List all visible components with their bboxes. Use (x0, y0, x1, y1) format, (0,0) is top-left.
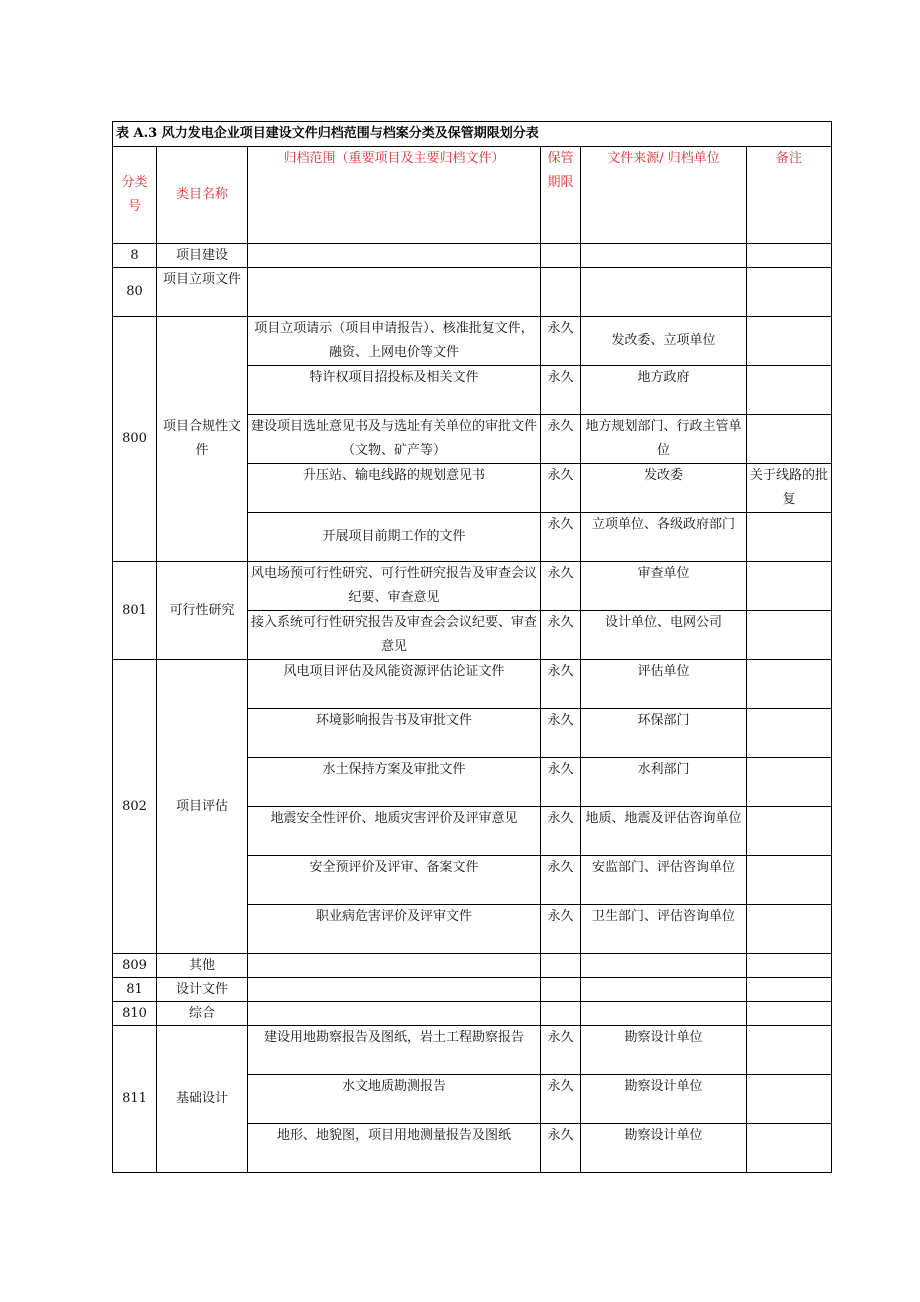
scope-cell: 水文地质勘测报告 (248, 1075, 541, 1124)
scope-cell: 风电场预可行性研究、可行性研究报告及审查会议纪要、审查意见 (248, 562, 541, 611)
header-code: 分类号 (113, 147, 157, 244)
scope-cell: 地形、地貌图，项目用地测量报告及图纸 (248, 1124, 541, 1173)
row-name: 可行性研究 (157, 562, 248, 660)
row-code: 81 (113, 978, 157, 1002)
source-cell: 勘察设计单位 (581, 1075, 747, 1124)
scope-cell: 项目立项请示（项目申请报告）、核准批复文件，融资、上网电价等文件 (248, 317, 541, 366)
row-name: 设计文件 (157, 978, 248, 1002)
table-row (113, 268, 832, 317)
retention-cell: 永久 (541, 660, 581, 709)
retention-cell: 永久 (541, 807, 581, 856)
retention-cell: 永久 (541, 1075, 581, 1124)
table-title: 表 A.3 风力发电企业项目建设文件归档范围与档案分类及保管期限划分表 (113, 122, 832, 147)
remark-cell: 关于线路的批复 (747, 464, 832, 513)
row-name: 项目合规性文件 (157, 317, 248, 562)
scope-cell: 接入系统可行性研究报告及审查会会议纪要、审查意见 (248, 611, 541, 660)
retention-cell: 永久 (541, 1124, 581, 1173)
scope-cell: 开展项目前期工作的文件 (248, 513, 541, 562)
header-name: 类目名称 (157, 147, 248, 244)
source-cell: 水利部门 (581, 758, 747, 807)
remark-cell (747, 366, 832, 415)
retention-cell: 永久 (541, 562, 581, 611)
retention-cell: 永久 (541, 758, 581, 807)
remark-cell (747, 807, 832, 856)
table-row (113, 954, 832, 978)
retention-cell: 永久 (541, 464, 581, 513)
source-cell: 发改委、立项单位 (581, 317, 747, 366)
retention-cell: 永久 (541, 415, 581, 464)
scope-cell: 建设项目选址意见书及与选址有关单位的审批文件（文物、矿产等） (248, 415, 541, 464)
scope-cell: 地震安全性评价、地质灾害评价及评审意见 (248, 807, 541, 856)
source-cell: 审查单位 (581, 562, 747, 611)
row-name: 项目立项文件 (157, 268, 248, 317)
row-code: 802 (113, 660, 157, 954)
remark-cell (747, 1026, 832, 1075)
source-cell: 地质、地震及评估咨询单位 (581, 807, 747, 856)
source-cell: 立项单位、各级政府部门 (581, 513, 747, 562)
retention-cell: 永久 (541, 856, 581, 905)
header-remark: 备注 (747, 147, 832, 244)
scope-cell: 职业病危害评价及评审文件 (248, 905, 541, 954)
source-cell: 发改委 (581, 464, 747, 513)
row-code: 800 (113, 317, 157, 562)
remark-cell (747, 513, 832, 562)
header-retention: 保管期限 (541, 147, 581, 244)
scope-cell: 风电项目评估及风能资源评估论证文件 (248, 660, 541, 709)
source-cell: 地方规划部门、行政主管单位 (581, 415, 747, 464)
source-cell: 卫生部门、评估咨询单位 (581, 905, 747, 954)
row-code: 809 (113, 954, 157, 978)
source-cell: 评估单位 (581, 660, 747, 709)
table-row (113, 1002, 832, 1026)
scope-cell: 安全预评价及评审、备案文件 (248, 856, 541, 905)
row-code: 810 (113, 1002, 157, 1026)
row-code: 80 (113, 268, 157, 317)
source-cell: 环保部门 (581, 709, 747, 758)
row-name: 其他 (157, 954, 248, 978)
header-scope: 归档范围（重要项目及主要归档文件） (248, 147, 541, 244)
source-cell: 勘察设计单位 (581, 1026, 747, 1075)
scope-cell: 特许权项目招投标及相关文件 (248, 366, 541, 415)
table-row (113, 317, 832, 366)
remark-cell (747, 611, 832, 660)
table-row (113, 244, 832, 268)
row-code: 8 (113, 244, 157, 268)
remark-cell (747, 856, 832, 905)
retention-cell: 永久 (541, 611, 581, 660)
table-row (113, 978, 832, 1002)
table-row (113, 562, 832, 611)
retention-cell: 永久 (541, 709, 581, 758)
remark-cell (747, 1124, 832, 1173)
retention-cell: 永久 (541, 905, 581, 954)
remark-cell (747, 709, 832, 758)
row-name: 项目评估 (157, 660, 248, 954)
retention-cell: 永久 (541, 317, 581, 366)
retention-cell: 永久 (541, 366, 581, 415)
remark-cell (747, 905, 832, 954)
retention-cell: 永久 (541, 513, 581, 562)
scope-cell: 建设用地勘察报告及图纸，岩土工程勘察报告 (248, 1026, 541, 1075)
archive-classification-table (112, 121, 832, 1173)
remark-cell (747, 562, 832, 611)
row-name: 基础设计 (157, 1026, 248, 1173)
remark-cell (747, 1075, 832, 1124)
remark-cell (747, 660, 832, 709)
header-source: 文件来源/ 归档单位 (581, 147, 747, 244)
source-cell: 勘察设计单位 (581, 1124, 747, 1173)
table-row (113, 660, 832, 709)
row-name: 综合 (157, 1002, 248, 1026)
row-name: 项目建设 (157, 244, 248, 268)
table-row (113, 1026, 832, 1075)
source-cell: 地方政府 (581, 366, 747, 415)
source-cell: 安监部门、评估咨询单位 (581, 856, 747, 905)
remark-cell (747, 415, 832, 464)
scope-cell: 升压站、输电线路的规划意见书 (248, 464, 541, 513)
remark-cell (747, 758, 832, 807)
scope-cell: 环境影响报告书及审批文件 (248, 709, 541, 758)
retention-cell: 永久 (541, 1026, 581, 1075)
remark-cell (747, 317, 832, 366)
row-code: 801 (113, 562, 157, 660)
source-cell: 设计单位、电网公司 (581, 611, 747, 660)
scope-cell: 水土保持方案及审批文件 (248, 758, 541, 807)
row-code: 811 (113, 1026, 157, 1173)
